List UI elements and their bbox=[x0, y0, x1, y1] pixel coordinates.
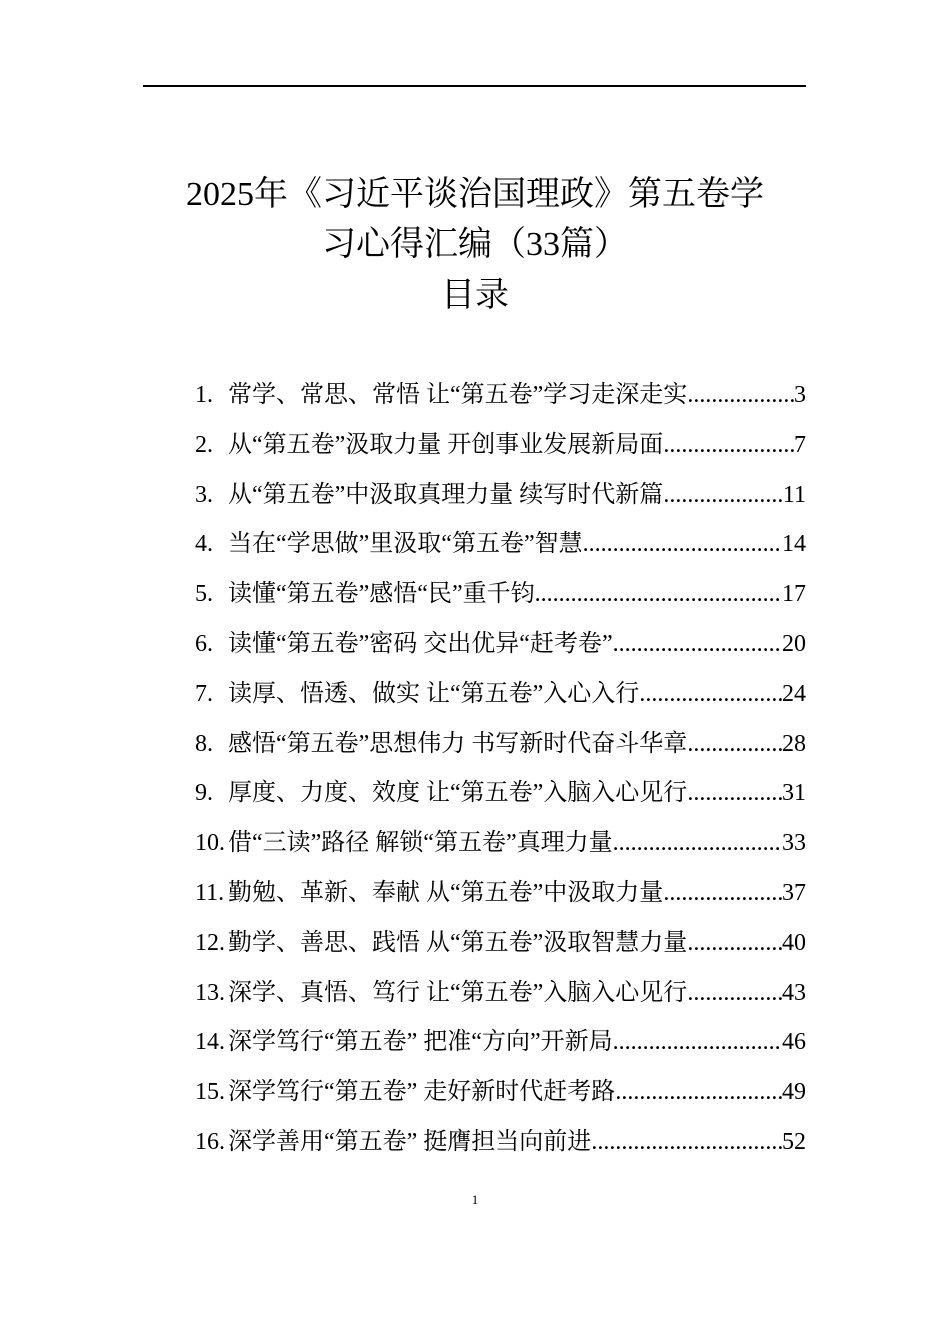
toc-entry-title[interactable]: 厚度、力度、效度 让“第五卷”入脑入心见行 bbox=[228, 780, 688, 807]
toc-entry-title[interactable]: 读厚、悟透、做实 让“第五卷”入心入行 bbox=[228, 680, 640, 707]
toc-entry-number: 9. bbox=[195, 780, 213, 807]
toc-leader-dots bbox=[615, 1074, 782, 1110]
toc-entry-number: 15. bbox=[195, 1079, 225, 1106]
toc-entry[interactable] bbox=[195, 875, 806, 925]
document-title-line-1: 2025年《习近平谈治国理政》第五卷学 bbox=[186, 176, 764, 213]
toc-entry-page: 52 bbox=[782, 1128, 806, 1155]
toc-entry-number: 12. bbox=[195, 929, 225, 956]
toc-entry-number: 10. bbox=[195, 830, 225, 857]
toc-entry-number: 13. bbox=[195, 979, 225, 1006]
toc-entry-page: 17 bbox=[782, 581, 806, 608]
toc-entry-title[interactable]: 深学笃行“第五卷” 把准“方向”开新局 bbox=[228, 1029, 613, 1056]
page-number: 1 bbox=[471, 1192, 479, 1207]
toc-leader-dots bbox=[687, 377, 794, 413]
toc-entry-number: 1. bbox=[195, 382, 213, 408]
document-title-line-2: 习心得汇编（33篇） bbox=[322, 226, 628, 263]
toc-entry-number: 14. bbox=[195, 1029, 225, 1056]
toc-entry-page: 14 bbox=[782, 531, 806, 558]
toc-entry-page: 11 bbox=[782, 481, 806, 508]
toc-entry-number: 16. bbox=[195, 1128, 225, 1155]
toc-leader-dots bbox=[663, 427, 794, 463]
toc-entry-number: 4. bbox=[195, 531, 213, 558]
toc-entry-title[interactable]: 深学笃行“第五卷” 走好新时代赶考路 bbox=[228, 1079, 616, 1106]
toc-entry-title[interactable]: 常学、常思、常悟 让“第五卷”学习走深走实 bbox=[228, 382, 688, 408]
toc-heading: 目录 bbox=[441, 277, 509, 314]
toc-entry[interactable] bbox=[195, 726, 806, 776]
toc-entry-title[interactable]: 深学、真悟、笃行 让“第五卷”入脑入心见行 bbox=[228, 979, 688, 1006]
toc-entry-page: 40 bbox=[782, 929, 806, 956]
toc-entry[interactable] bbox=[195, 825, 806, 875]
toc-entry-title[interactable]: 借“三读”路径 解锁“第五卷”真理力量 bbox=[228, 830, 613, 857]
toc-entry-page: 28 bbox=[782, 730, 806, 757]
toc-entry-number: 5. bbox=[195, 581, 213, 608]
toc-entry-title[interactable]: 从“第五卷”中汲取真理力量 续写时代新篇 bbox=[228, 481, 664, 508]
toc-entry-number: 7. bbox=[195, 680, 213, 707]
toc-leader-dots bbox=[591, 1124, 782, 1160]
toc-entry[interactable] bbox=[195, 1074, 806, 1124]
toc-entry[interactable] bbox=[195, 775, 806, 825]
toc-entry[interactable] bbox=[195, 676, 806, 726]
toc-leader-dots bbox=[663, 875, 782, 911]
toc-entry-number: 6. bbox=[195, 630, 213, 657]
toc-entry[interactable] bbox=[195, 1124, 806, 1174]
table-of-contents bbox=[195, 377, 806, 1174]
toc-entry-title[interactable]: 勤学、善思、践悟 从“第五卷”汲取智慧力量 bbox=[228, 929, 688, 956]
toc-leader-dots bbox=[613, 1024, 782, 1060]
toc-leader-dots bbox=[613, 626, 782, 662]
toc-entry-number: 8. bbox=[195, 730, 213, 757]
toc-entry[interactable] bbox=[195, 975, 806, 1025]
toc-leader-dots bbox=[613, 825, 782, 861]
toc-entry-title[interactable]: 感悟“第五卷”思想伟力 书写新时代奋斗华章 bbox=[228, 730, 688, 757]
toc-entry-title[interactable]: 当在“学思做”里汲取“第五卷”智慧 bbox=[228, 531, 583, 558]
toc-entry-title[interactable]: 勤勉、革新、奉献 从“第五卷”中汲取力量 bbox=[228, 879, 664, 906]
toc-entry-page: 31 bbox=[782, 780, 806, 807]
toc-leader-dots bbox=[687, 925, 782, 961]
toc-entry-title[interactable]: 深学善用“第五卷” 挺膺担当向前进 bbox=[228, 1128, 592, 1155]
toc-entry-title[interactable]: 读懂“第五卷”密码 交出优异“赶考卷” bbox=[228, 630, 613, 657]
toc-entry[interactable] bbox=[195, 626, 806, 676]
toc-leader-dots bbox=[583, 526, 782, 562]
header-rule bbox=[143, 85, 806, 87]
toc-entry-page: 37 bbox=[782, 879, 806, 906]
toc-entry[interactable] bbox=[195, 576, 806, 626]
toc-entry[interactable] bbox=[195, 377, 806, 427]
toc-entry-page: 7 bbox=[794, 431, 806, 458]
toc-entry-page: 20 bbox=[782, 630, 806, 657]
toc-entry[interactable] bbox=[195, 427, 806, 477]
toc-entry-page: 43 bbox=[782, 979, 806, 1006]
toc-leader-dots bbox=[687, 775, 782, 811]
toc-entry-number: 2. bbox=[195, 431, 213, 458]
toc-entry[interactable] bbox=[195, 1024, 806, 1074]
toc-entry[interactable] bbox=[195, 526, 806, 576]
toc-entry-number: 3. bbox=[195, 481, 213, 508]
toc-leader-dots bbox=[535, 576, 782, 612]
toc-entry-page: 3 bbox=[794, 382, 806, 408]
toc-entry[interactable] bbox=[195, 925, 806, 975]
toc-entry-page: 46 bbox=[782, 1029, 806, 1056]
toc-leader-dots bbox=[639, 676, 782, 712]
toc-leader-dots bbox=[687, 726, 782, 762]
toc-entry[interactable] bbox=[195, 477, 806, 527]
toc-leader-dots bbox=[687, 975, 782, 1011]
toc-entry-page: 33 bbox=[782, 830, 806, 857]
toc-entry-title[interactable]: 读懂“第五卷”感悟“民”重千钧 bbox=[228, 581, 535, 608]
toc-entry-title[interactable]: 从“第五卷”汲取力量 开创事业发展新局面 bbox=[228, 431, 664, 458]
toc-entry-page: 49 bbox=[782, 1079, 806, 1106]
toc-entry-number: 11. bbox=[195, 879, 225, 906]
toc-leader-dots bbox=[663, 477, 783, 513]
toc-entry-page: 24 bbox=[782, 680, 806, 707]
